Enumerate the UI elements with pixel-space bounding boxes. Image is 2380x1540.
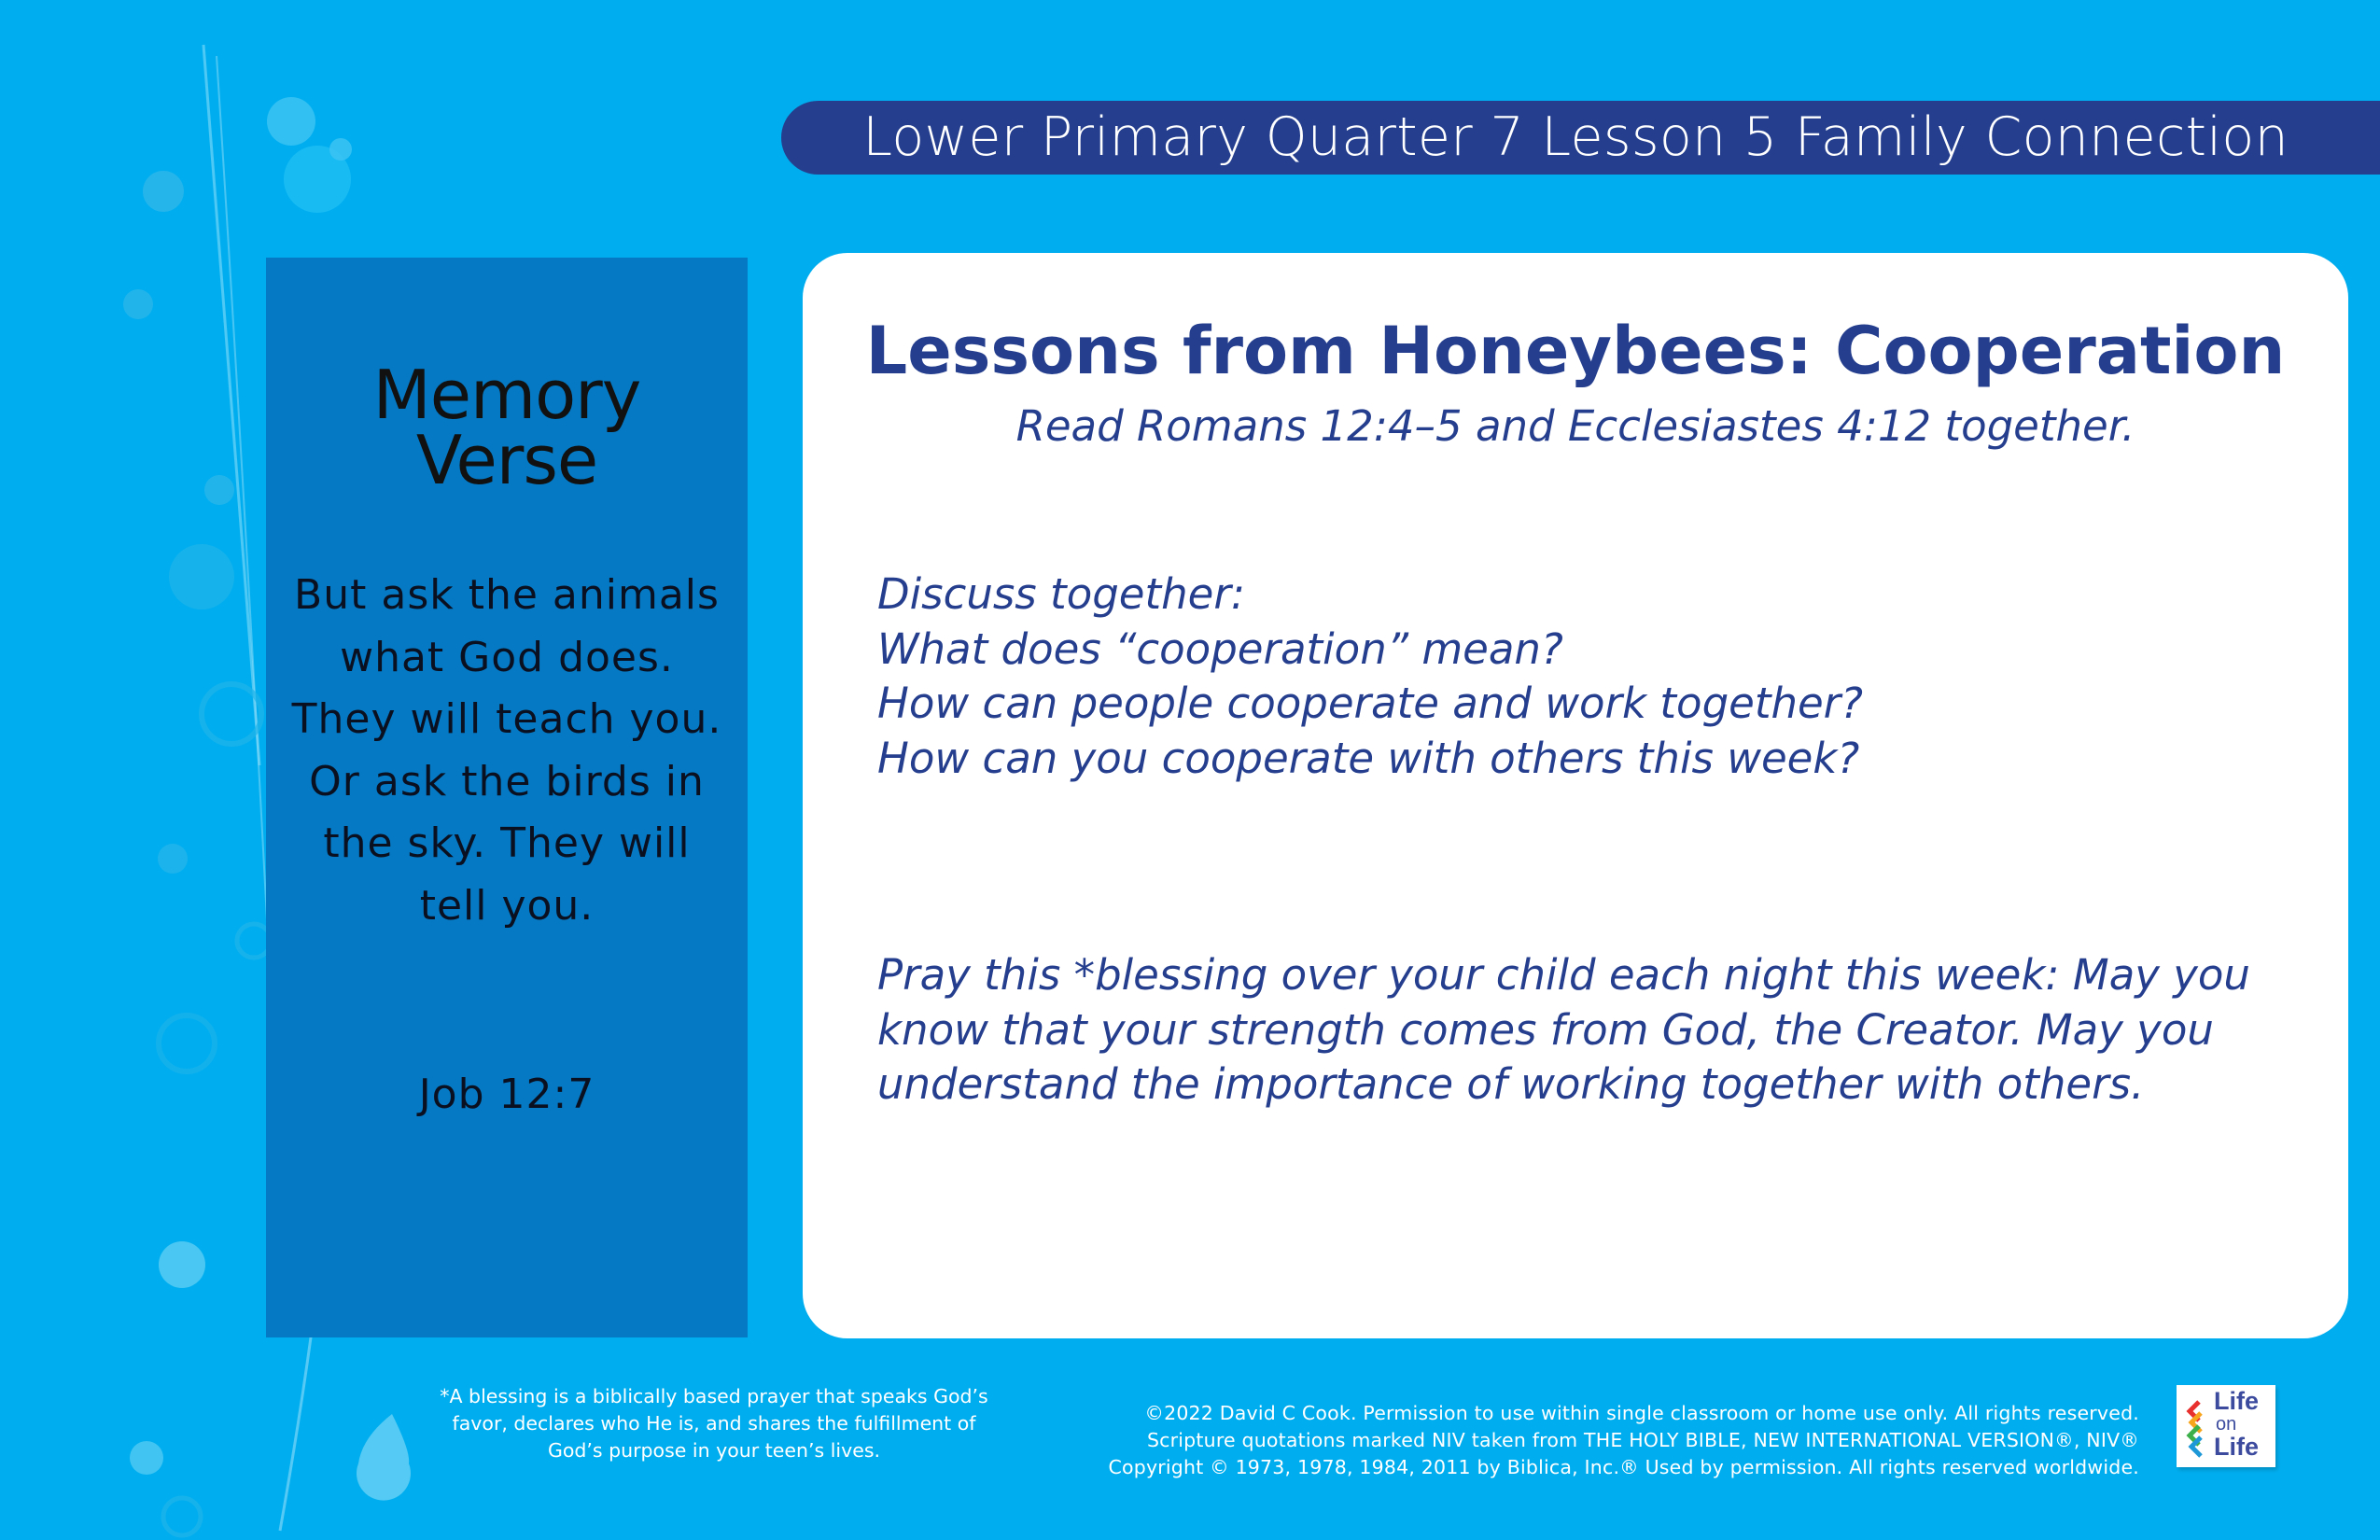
life-on-life-logo: [2177, 1385, 2275, 1467]
prayer-blessing: Pray this *blessing over your child each night this week: May you know that your strength comes from God, the Creator. May you understand the importance of working together with others.: [877, 950, 2250, 1109]
discussion-line: Discuss together:: [877, 569, 1245, 619]
lesson-subtitle: Read Romans 12:4–5 and Ecclesiastes 4:12 together.: [1015, 401, 2135, 451]
header-title: Lower Primary Quarter 7 Lesson 5 Family Connection: [862, 106, 2289, 168]
copyright-line: Scripture quotations marked NIV taken from THE HOLY BIBLE, NEW INTERNATIONAL VERSION®, NIV®: [1146, 1429, 2139, 1451]
discussion-line: What does “cooperation” mean?: [877, 623, 1563, 674]
memory-verse-heading: [266, 356, 748, 499]
lesson-card: [803, 253, 2348, 1338]
copyright-line: Copyright © 1973, 1978, 1984, 2011 by Biblica, Inc.® Used by permission. All rights reserved worldwide.: [1108, 1456, 2139, 1478]
discussion-line: How can people cooperate and work together?: [877, 679, 1864, 728]
copyright-line: ©2022 David C Cook. Permission to use within single classroom or home use only. All rights reserved.: [1144, 1402, 2139, 1424]
logo-stripes-icon: [2186, 1400, 2208, 1458]
memory-verse-reference: Job 12:7: [418, 1071, 595, 1118]
memory-verse-panel: [266, 258, 748, 1337]
logo-text-life-2: Life: [2214, 1433, 2260, 1461]
lesson-title: Lessons from Honeybees: Cooperation: [865, 313, 2286, 389]
discussion-line: How can you cooperate with others this week?: [877, 733, 1860, 783]
logo-text-on: on: [2216, 1414, 2237, 1435]
logo-text-life: Life: [2214, 1387, 2260, 1415]
header-bar: [781, 101, 2380, 175]
memory-verse-heading-text: Memory Verse: [372, 356, 641, 499]
copyright-notice: [1045, 1400, 2139, 1481]
discussion-questions: [877, 567, 2315, 786]
logo-text: [2214, 1389, 2272, 1460]
memory-verse-text: But ask the animals what God does. They will teach you. Or ask the birds in the sky. They will tell you.: [291, 571, 722, 930]
blessing-footnote: *A blessing is a biblically based prayer that speaks God’s favor, declares who He is, and shares the fulfillment of God’s purpose in your teen’s lives.: [440, 1385, 988, 1462]
